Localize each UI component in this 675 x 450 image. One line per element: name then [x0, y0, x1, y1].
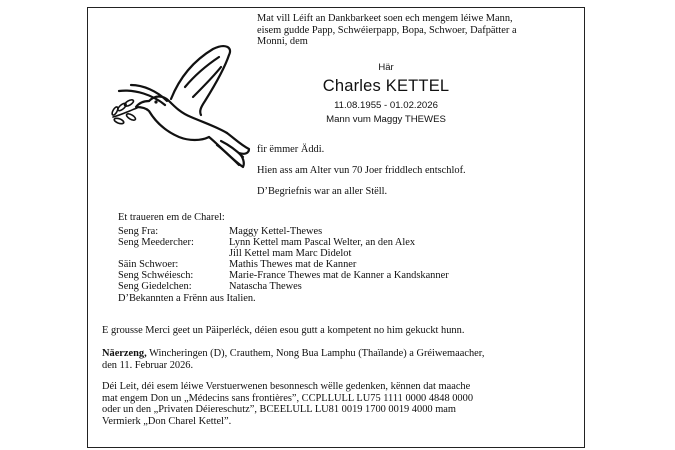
mourner-names: Lynn Kettel mam Pascal Welter, an den Alex: [229, 237, 416, 249]
donation-line: Déi Leit, déi esem léiwe Verstuerwenen besonnesch wëlle gedenken, kënnen dat maache: [102, 381, 471, 392]
dove-with-olive-branch-icon: [109, 41, 255, 176]
thanks-line: E grousse Merci geet un Päiperléck, déien esou gutt a kompetent no him gekuckt hunn.: [102, 325, 465, 336]
mourner-names: Natascha Thewes: [229, 281, 302, 293]
place-name: Näerzeng,: [102, 348, 147, 359]
honorific: Här: [378, 62, 394, 73]
mourner-row: [118, 226, 449, 237]
mourners-intro: Et traueren em de Charel:: [118, 212, 225, 223]
deceased-name: Charles KETTEL: [322, 77, 450, 95]
mourner-row: [118, 270, 449, 281]
mourner-names: Jill Kettel mam Marc Didelot: [229, 248, 352, 260]
intro-line: Mat vill Léift an Dankbarkeet soen ech mengem léiwe Mann,: [257, 13, 513, 24]
mourner-row: [118, 281, 449, 292]
life-dates: 11.08.1955 - 01.02.2026: [334, 100, 438, 111]
age-line: Hien ass am Alter vun 70 Joer friddlech entschlof.: [257, 165, 466, 176]
donation-text: [102, 381, 572, 427]
farewell-line: fir ëmmer Äddi.: [257, 144, 325, 155]
mourner-relation: Seng Schwéiesch:: [118, 270, 194, 282]
mourner-relation: Seng Giedelchen:: [118, 281, 192, 293]
mourner-names: Maggy Kettel-Thewes: [229, 226, 323, 237]
mourner-relation: [118, 248, 229, 259]
date-line: den 11. Februar 2026.: [102, 359, 194, 371]
place-date: [102, 348, 572, 371]
mourner-names: Marie-France Thewes mat de Kanner a Kandskanner: [229, 270, 449, 282]
donation-line: Vermierk „Don Charel Kettel”.: [102, 415, 232, 427]
mourner-row: [118, 237, 449, 248]
mourner-row: [118, 248, 449, 259]
donation-line: mat engem Don un „Médecins sans frontières”, CCPLLULL LU75 1111 0000 4848 0000: [102, 392, 474, 404]
intro-text: [257, 13, 575, 48]
mourner-relation: Seng Meedercher:: [118, 237, 194, 249]
place-list: Wincheringen (D), Crauthem, Nong Bua Lamphu (Thaïlande) a Gréiwemaacher,: [146, 348, 485, 359]
funeral-line: D’Begriefnis war an aller Stëll.: [257, 186, 388, 197]
spouse-line: Mann vum Maggy THEWES: [326, 114, 446, 125]
mourner-relation: Säin Schwoer:: [118, 259, 179, 271]
mourners-closing-text: D’Bekannten a Frënn aus Italien.: [118, 292, 256, 304]
mourner-relation: Seng Fra:: [118, 226, 159, 237]
intro-line: Monni, dem: [257, 36, 308, 48]
mourners-table: [118, 226, 449, 304]
donation-line: oder un den „Privaten Déiereschutz”, BCEELULL LU81 0019 1700 0019 4000 mam: [102, 404, 456, 416]
mourner-names: Mathis Thewes mat de Kanner: [229, 259, 357, 271]
intro-line: eisem gudde Papp, Schwéierpapp, Bopa, Schwoer, Dafpätter a: [257, 24, 517, 36]
mourners-closing: [118, 293, 449, 304]
mourner-row: [118, 259, 449, 270]
